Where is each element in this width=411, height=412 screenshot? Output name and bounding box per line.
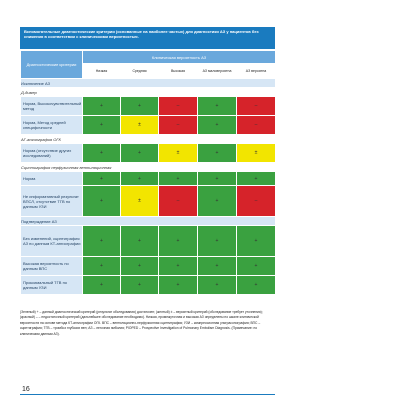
result-cell: + <box>83 172 121 186</box>
row-label: Не информативный результат ВПСЛ, отсутствие ТГВ по данным УЗИ <box>21 186 83 217</box>
result-cell: + <box>83 144 121 163</box>
result-cell: + <box>198 172 237 186</box>
table-row <box>21 276 276 295</box>
result-cell: + <box>198 186 237 217</box>
result-cell: + <box>121 257 159 276</box>
subsection-row <box>21 88 276 97</box>
row-label: Норма, Высокочувствительный метод <box>21 97 83 116</box>
subsection-row <box>21 135 276 144</box>
footnote: (Зеленый) + – данный диагностический критерий (результат обследования) достаточен; (желтый) ± – вероятный критерий (обследование требует уточнения); (красный) – – недостаточный критерий (дальнейшее обследование необходимо). Низкая, промежуточная и высокая АЗ определены по шкале клинической вероятности на основе метода КТ-ангиографии ОГК. ВПС – вентиляционно-перфузионная сцинтиграфия; УЗИ – компрессионная ультрасонография; ВПС – сцинтиграфия; ТГВ – тромбоз глубоких вен; АЗ – легочная эмболия; PIOPED – Prospective Investigation of Pulmonary Embolism Diagnosis. (Примечание: по клиническим данным АЗ). <box>20 310 263 336</box>
diagnostic-criteria-table <box>20 50 276 295</box>
result-cell: + <box>237 226 276 257</box>
result-cell: + <box>83 276 121 295</box>
section-label: Сцинтиграфия перфузионная вентиляционная <box>21 163 276 172</box>
result-cell: + <box>83 97 121 116</box>
result-cell: + <box>121 172 159 186</box>
probability-header: Клиническая вероятность АЗ <box>83 51 276 64</box>
result-cell: + <box>159 226 198 257</box>
result-cell: ± <box>237 144 276 163</box>
footer-rule <box>20 394 275 395</box>
table-row <box>21 116 276 135</box>
subsection-row <box>21 163 276 172</box>
row-label: Норма (отсутствие других исследований) <box>21 144 83 163</box>
result-cell: + <box>237 276 276 295</box>
section-label: Д-димер <box>21 88 276 97</box>
result-cell: + <box>237 257 276 276</box>
result-cell: – <box>159 97 198 116</box>
section-row <box>21 79 276 88</box>
table-row <box>21 144 276 163</box>
result-cell: + <box>83 116 121 135</box>
column-header: Низкая <box>83 64 121 79</box>
result-cell: + <box>159 276 198 295</box>
result-cell: + <box>237 172 276 186</box>
result-cell: – <box>159 186 198 217</box>
section-label: Исключение АЗ <box>21 79 276 88</box>
result-cell: ± <box>159 144 198 163</box>
table-title: Вспомогательные диагностические критерии (основанные на наиболее частых) для диагностики АЗ у пациентов без снижения в соответствии с клиническими вероятностью. <box>20 27 275 49</box>
result-cell: + <box>83 257 121 276</box>
row-label: Норма <box>21 172 83 186</box>
result-cell: – <box>237 116 276 135</box>
result-cell: ± <box>121 186 159 217</box>
column-header: АЗ маловероятна <box>198 64 237 79</box>
section-label: АГ-ангиография ОГК <box>21 135 276 144</box>
result-cell: + <box>198 257 237 276</box>
result-cell: ± <box>121 116 159 135</box>
column-header: Средняя <box>121 64 159 79</box>
result-cell: + <box>159 257 198 276</box>
section-label: Подтверждение АЗ <box>21 217 276 226</box>
result-cell: + <box>83 186 121 217</box>
section-row <box>21 217 276 226</box>
result-cell: + <box>198 144 237 163</box>
result-cell: + <box>121 226 159 257</box>
table-row <box>21 97 276 116</box>
result-cell: – <box>159 116 198 135</box>
table-row <box>21 226 276 257</box>
row-label: Норма, Метод средней специфичности <box>21 116 83 135</box>
result-cell: – <box>237 97 276 116</box>
result-cell: + <box>198 276 237 295</box>
column-header: Высокая <box>159 64 198 79</box>
row-label: Проксимальный ТГВ по данным УЗИ <box>21 276 83 295</box>
table-row <box>21 186 276 217</box>
result-cell: – <box>237 186 276 217</box>
criteria-header: Диагностические критерии <box>21 51 83 79</box>
table-row <box>21 257 276 276</box>
result-cell: + <box>159 172 198 186</box>
table-row <box>21 172 276 186</box>
result-cell: + <box>121 97 159 116</box>
result-cell: + <box>121 144 159 163</box>
column-header: АЗ вероятна <box>237 64 276 79</box>
page-number: 16 <box>22 386 30 393</box>
result-cell: + <box>198 97 237 116</box>
row-label: Без изменений, сцинтиграфия АЗ по данным КТ-ангиографии <box>21 226 83 257</box>
row-label: Высокая вероятность по данным ВПС <box>21 257 83 276</box>
result-cell: + <box>121 276 159 295</box>
result-cell: + <box>198 226 237 257</box>
result-cell: + <box>83 226 121 257</box>
result-cell: + <box>198 116 237 135</box>
